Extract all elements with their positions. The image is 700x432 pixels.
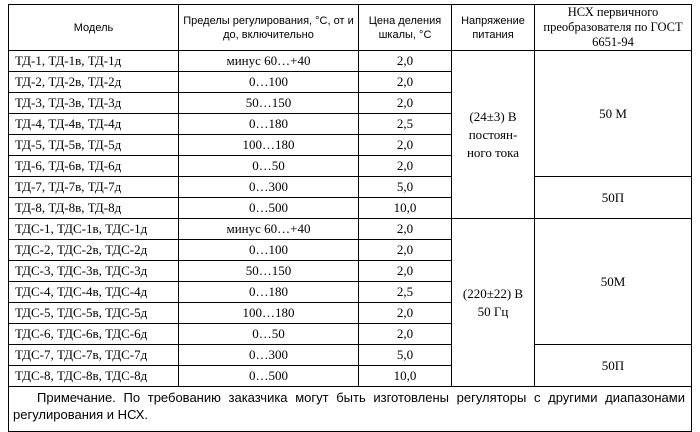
range-cell: 0…50 — [179, 156, 359, 177]
voltage-line: (24±3) В — [469, 108, 517, 124]
table-row — [9, 51, 692, 72]
model-cell: ТДС-1, ТДС-1в, ТДС-1д — [9, 219, 179, 240]
model-cell: ТДС-3, ТДС-3в, ТДС-3д — [9, 261, 179, 282]
division-cell: 10,0 — [359, 366, 452, 387]
model-cell: ТД-2, ТД-2в, ТД-2д — [9, 72, 179, 93]
model-cell: ТД-4, ТД-4в, ТД-4д — [9, 114, 179, 135]
range-cell: 100…180 — [179, 303, 359, 324]
nsx-cell: 50П — [535, 177, 692, 219]
model-cell: ТДС-7, ТДС-7в, ТДС-7д — [9, 345, 179, 366]
model-cell: ТДС-8, ТДС-8в, ТДС-8д — [9, 366, 179, 387]
range-cell: 0…180 — [179, 282, 359, 303]
model-cell: ТД-5, ТД-5в, ТД-5д — [9, 135, 179, 156]
model-cell: ТДС-2, ТДС-2в, ТДС-2д — [9, 240, 179, 261]
model-cell: ТД-7, ТД-7в, ТД-7д — [9, 177, 179, 198]
nsx-cell: 50П — [535, 345, 692, 387]
division-cell: 2,0 — [359, 219, 452, 240]
voltage-line: постоян- — [468, 126, 518, 142]
range-cell: 0…300 — [179, 345, 359, 366]
table-row — [9, 177, 692, 198]
range-cell: минус 60…+40 — [179, 219, 359, 240]
voltage-line: ного тока — [466, 144, 520, 160]
nsx-cell: 50М — [535, 219, 692, 345]
header-voltage: Напряжение питания — [452, 5, 535, 51]
division-cell: 5,0 — [359, 177, 452, 198]
model-cell: ТД-1, ТД-1в, ТД-1д — [9, 51, 179, 72]
header-model: Модель — [9, 5, 179, 51]
note-text: Примечание. По требованию заказчика могут быть изготовлены регуляторы с другими диапазонами регулирования и НСХ. — [9, 387, 692, 432]
division-cell: 2,5 — [359, 114, 452, 135]
division-cell: 10,0 — [359, 198, 452, 219]
table-row — [9, 219, 692, 240]
division-cell: 2,0 — [359, 72, 452, 93]
range-cell: 0…100 — [179, 72, 359, 93]
specification-table — [8, 4, 692, 432]
model-cell: ТДС-5, ТДС-5в, ТДС-5д — [9, 303, 179, 324]
table-row — [9, 345, 692, 366]
range-cell: 50…150 — [179, 93, 359, 114]
range-cell: 0…500 — [179, 366, 359, 387]
model-cell: ТДС-6, ТДС-6в, ТДС-6д — [9, 324, 179, 345]
header-row — [9, 5, 692, 51]
model-cell: ТД-6, ТД-6в, ТД-6д — [9, 156, 179, 177]
division-cell: 2,0 — [359, 156, 452, 177]
division-cell: 2,5 — [359, 282, 452, 303]
voltage-line: (220±22) В — [462, 285, 524, 301]
division-cell: 2,0 — [359, 303, 452, 324]
header-division: Цена деления шкалы, °С — [359, 5, 452, 51]
division-cell: 2,0 — [359, 51, 452, 72]
division-cell: 5,0 — [359, 345, 452, 366]
division-cell: 2,0 — [359, 93, 452, 114]
model-cell: ТД-3, ТД-3в, ТД-3д — [9, 93, 179, 114]
range-cell: минус 60…+40 — [179, 51, 359, 72]
header-nsx: НСХ первичного преобразователя по ГОСТ 6651-94 — [535, 5, 692, 51]
model-cell: ТДС-4, ТДС-4в, ТДС-4д — [9, 282, 179, 303]
voltage-cell-group-1 — [452, 51, 535, 219]
range-cell: 50…150 — [179, 261, 359, 282]
model-cell: ТД-8, ТД-8в, ТД-8д — [9, 198, 179, 219]
range-cell: 100…180 — [179, 135, 359, 156]
nsx-cell: 50 М — [535, 51, 692, 177]
range-cell: 0…100 — [179, 240, 359, 261]
division-cell: 2,0 — [359, 324, 452, 345]
voltage-cell-group-2 — [452, 219, 535, 387]
voltage-line: 50 Гц — [477, 303, 509, 319]
range-cell: 0…500 — [179, 198, 359, 219]
header-range: Пределы регулирования, °С, от и до, включительно — [179, 5, 359, 51]
range-cell: 0…180 — [179, 114, 359, 135]
division-cell: 2,0 — [359, 135, 452, 156]
range-cell: 0…50 — [179, 324, 359, 345]
note-row — [9, 387, 692, 432]
division-cell: 2,0 — [359, 261, 452, 282]
division-cell: 2,0 — [359, 240, 452, 261]
range-cell: 0…300 — [179, 177, 359, 198]
